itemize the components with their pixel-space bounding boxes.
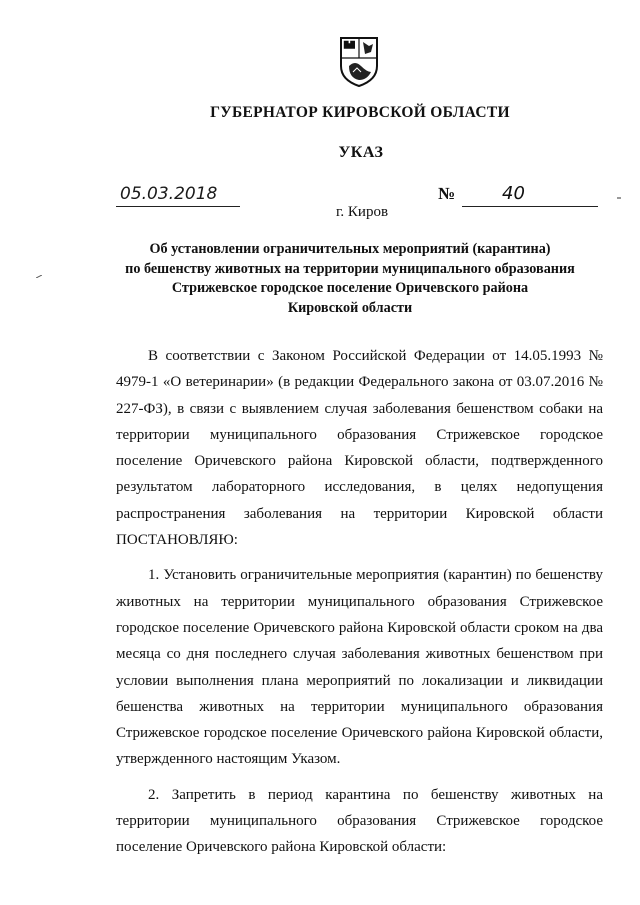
heading-line: по бешенству животных на территории муниципального образования [125, 260, 575, 277]
heading-line: Стрижевское городское поселение Оричевского района [171, 280, 529, 296]
scan-mark [617, 197, 621, 199]
handwritten-number: 40 [502, 183, 525, 204]
heading-line: Об установлении ограничительных мероприятий (карантина) [149, 241, 551, 257]
organization-title: ГУБЕРНАТОР КИРОВСКОЙ ОБЛАСТИ [210, 104, 510, 121]
number-label: № [438, 184, 456, 203]
body-paragraph: 1. Установить ограничительные мероприятия (карантин) по бешенству животных на территории муниципального образования Стрижевское городское поселение Оричевского района Кировской области сроком на два месяца со дня последнего случая заболевания животных бешенством при условии выполнения плана мероприятий по локализации и ликвидации бешенства животных на территории муниципального образования Стрижевское городское поселение Оричевского района Кировской области, утвержденного настоящим Указом. [116, 567, 603, 768]
heading-line: Кировской области [287, 299, 413, 316]
scan-mark [36, 275, 42, 278]
body-paragraph: В соответствии с Законом Российской Федерации от 14.05.1993 № 4979-1 «О ветеринарии» (в редакции Федерального закона от 03.07.2016 № 227-ФЗ), в связи с выявлением случая заболевания бешенством собаки на территории муниципального образования Стрижевское городское поселение Оричевского района Кировской области, подтвержденного результатом лабораторного исследования, в целях недопущения распространения заболевания на территории Кировской области ПОСТАНОВЛЯЮ: [116, 348, 603, 549]
coat-of-arms-emblem [339, 36, 379, 88]
city-label: г. Киров [335, 204, 389, 220]
handwritten-date: 05.03.2018 [120, 184, 218, 204]
document-type: УКАЗ [338, 144, 384, 161]
body-paragraph: 2. Запретить в период карантина по бешенству животных на территории муниципального образования Стрижевское городское поселение Оричевского района Кировской области: [116, 786, 603, 856]
document-body [116, 343, 603, 861]
document-heading [80, 240, 620, 318]
